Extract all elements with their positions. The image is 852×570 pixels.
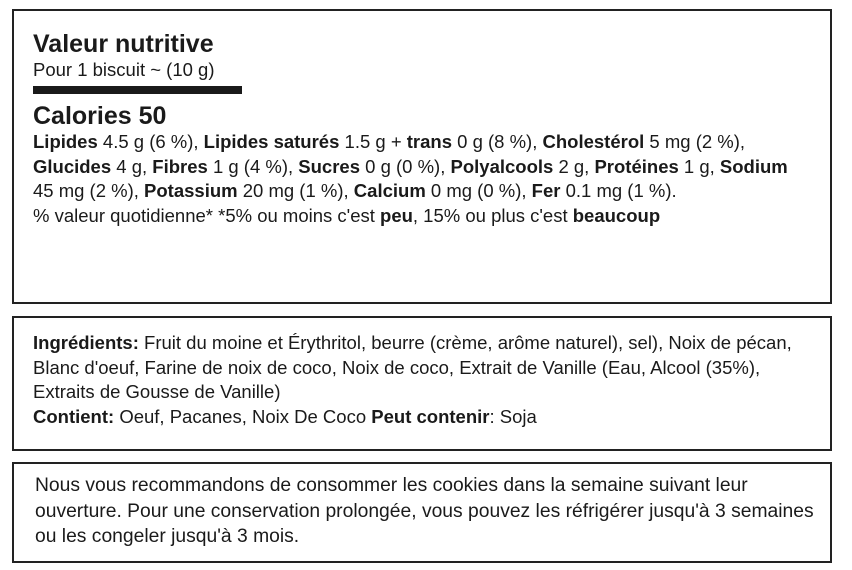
may-contain-label: Peut contenir xyxy=(371,405,490,427)
nutrient-name: Sucres xyxy=(298,155,361,177)
nutrition-title: Valeur nutritive xyxy=(33,30,214,58)
storage-panel xyxy=(12,462,832,563)
daily-value-note xyxy=(33,204,812,229)
thick-divider xyxy=(33,86,242,94)
nutrient-list xyxy=(33,130,812,204)
nutrient-value: 0 g (0 %), xyxy=(360,155,451,177)
ingredients-text: Fruit du moine et Érythritol, beurre (crème, arôme naturel), sel), Noix de pécan, Blanc d'oeuf, Farine de noix de coco, Noix de coco, Extrait de Vanille (Eau, Alcool (35%), Extraits de Gousse de Vanille) xyxy=(33,332,792,402)
nutrient-value: 2 g, xyxy=(553,155,595,177)
nutrition-facts-panel xyxy=(12,9,832,304)
nutrient-name: Polyalcools xyxy=(450,155,554,177)
nutrient-name: Sodium xyxy=(719,155,788,177)
nutrient-value: 45 mg (2 %), xyxy=(33,180,145,201)
nutrient-value: 4 g, xyxy=(111,155,153,177)
dv-high: beaucoup xyxy=(572,204,661,226)
nutrient-value: 4.5 g (6 %), xyxy=(97,131,204,152)
dv-middle: , 15% ou plus c'est xyxy=(412,204,573,226)
nutrient-name: Lipides xyxy=(33,131,98,152)
storage-instructions: Nous vous recommandons de consommer les cookies dans la semaine suivant leur ouverture. Pour une conservation prolongée, vous pouvez les réfrigérer jusqu'à 3 semaines ou les congeler jusqu'à 3 mois. xyxy=(35,475,814,547)
ingredients-list xyxy=(33,331,812,405)
serving-size: Pour 1 biscuit ~ (10 g) xyxy=(33,59,215,80)
calories: Calories 50 xyxy=(33,102,167,130)
nutrient-name: Potassium xyxy=(144,180,238,201)
nutrient-name: Protéines xyxy=(594,155,679,177)
nutrient-name: Glucides xyxy=(33,155,112,177)
may-contain-text: : Soja xyxy=(489,405,537,427)
nutrient-name: Cholestérol xyxy=(542,131,645,152)
nutrient-name: Calcium xyxy=(353,180,426,201)
nutrient-value: 20 mg (1 %), xyxy=(237,180,354,201)
dv-low: peu xyxy=(380,204,413,226)
nutrient-value: 0 mg (0 %), xyxy=(425,180,532,201)
nutrient-name: Lipides saturés xyxy=(203,131,340,152)
nutrient-value: 1 g, xyxy=(678,155,720,177)
nutrient-name: Fer xyxy=(531,180,561,201)
contains-label: Contient: xyxy=(33,405,115,427)
nutrient-value: 1.5 g + xyxy=(339,131,407,152)
nutrient-name: trans xyxy=(406,131,453,152)
dv-prefix: % valeur quotidienne* *5% ou moins c'est xyxy=(33,204,381,226)
nutrient-value: 0.1 mg (1 %). xyxy=(560,180,677,201)
nutrient-value: 1 g (4 %), xyxy=(207,155,299,177)
nutrient-value: 0 g (8 %), xyxy=(452,131,543,152)
ingredients-panel xyxy=(12,316,832,451)
nutrient-value: 5 mg (2 %), xyxy=(644,131,746,152)
ingredients-label: Ingrédients: xyxy=(33,332,139,353)
nutrient-name: Fibres xyxy=(152,155,208,177)
allergen-line xyxy=(33,405,812,430)
contains-text: Oeuf, Pacanes, Noix De Coco xyxy=(114,405,372,427)
